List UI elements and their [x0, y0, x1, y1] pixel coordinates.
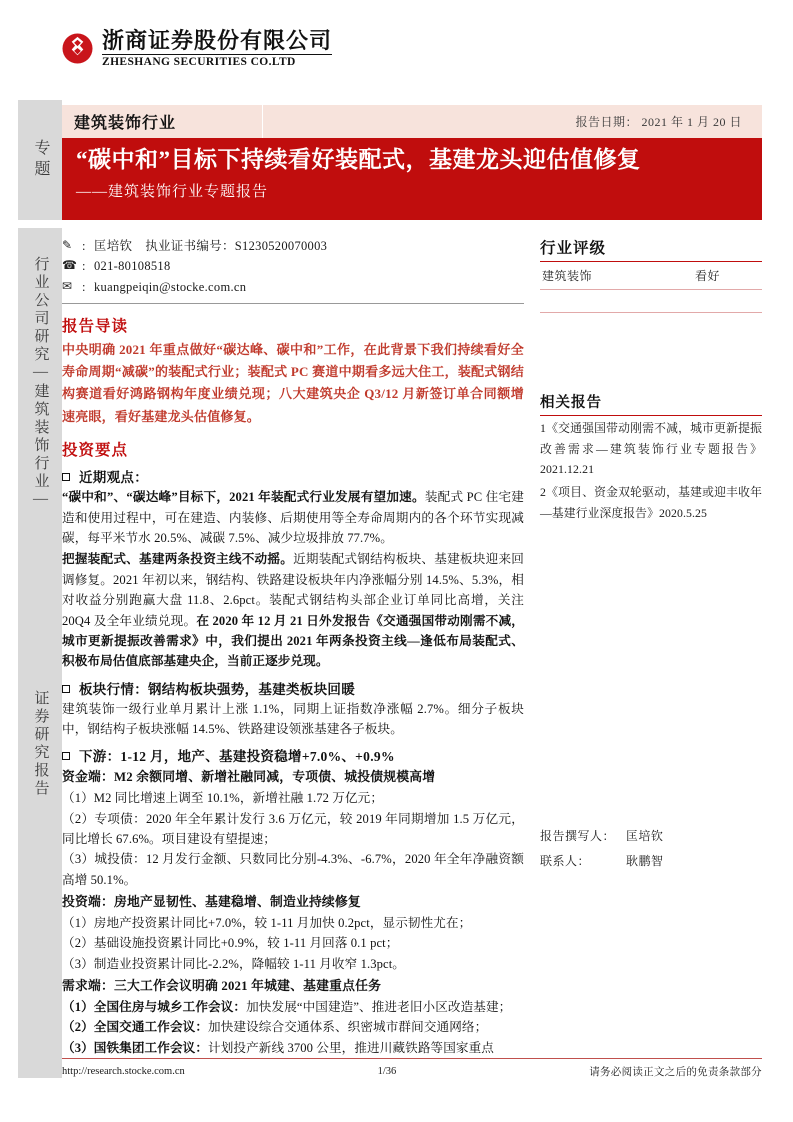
- numbered-item: （3）城投债：12 月发行金额、只数同比分别-4.3%、-6.7%，2020 年全年净融资额高增 50.1%。: [62, 852, 524, 887]
- numbered-item: （1）房地产投资累计同比+7.0%，较 1-11 月加快 0.2pct，显示韧性尤在；: [62, 915, 472, 930]
- analyst-contact-block: [62, 236, 524, 304]
- rail-doctype-label: 证券研究报告: [32, 690, 49, 798]
- pencil-icon: ✎: [62, 238, 73, 252]
- paragraph-text: 近期装配式钢结构板块、基建板块迎来回调修复。2021 年初以来，钢结构、铁路建设板块年内净涨幅分别 14.5%、5.3%，相对收益分别跑赢大盘 11.8、2.6pct。装配式钢结构头部企业订单同比高增，关注 20Q4 及全年业绩兑现。: [62, 552, 524, 628]
- page-number: 1/36: [377, 1066, 397, 1077]
- report-writer-value: 匡培钦: [626, 829, 664, 843]
- rail-series-block: [18, 228, 62, 1078]
- rail-topic-block: [18, 100, 62, 220]
- numbered-item: （1）M2 同比增速上调至 10.1%，新增社融 1.72 万亿元；: [62, 791, 384, 806]
- item-text: 加快发展“中国建造”、推进老旧小区改造基建；: [246, 999, 512, 1014]
- paragraph-text: 装配式 PC 住宅建造和使用过程中，可在建造、内装修、后期使用等全寿命周期内的各个环节实现减碳，每平米节水 20.5%、减碳 7.5%、减少垃圾排放 77.7%。: [62, 490, 524, 545]
- highlight-bullet-downstream: 下游：1-12 月，地产、基建投资稳增+7.0%、+0.9%: [62, 745, 524, 765]
- analyst-phone-row: [62, 256, 524, 276]
- investment-highlights-heading: 投资要点: [62, 442, 129, 460]
- highlight-paragraph: 建筑装饰一级行业单月累计上涨 1.1%，同期上证指数净涨幅 2.7%。细分子板块中，钢结构子板块涨幅 14.5%、铁路建设领涨基建各子板块。: [62, 701, 524, 737]
- bullet-square-icon: [62, 473, 70, 481]
- rating-industry-name: 建筑装饰: [542, 269, 593, 283]
- company-name-en: ZHESHANG SECURITIES CO.LTD: [102, 54, 332, 69]
- report-writer-row: [540, 824, 762, 849]
- contact-divider: [62, 303, 524, 304]
- numbered-item: （3）制造业投资累计同比-2.2%，降幅较 1-11 月收窄 1.3pct。: [62, 956, 405, 971]
- numbered-item: （2）专项债：2020 年全年累计发行 3.6 万亿元，较 2019 年同期增加 1.5 万亿元，同比增长 67.6%。项目建设有望提速；: [62, 811, 524, 846]
- telephone-icon: ☎: [62, 258, 77, 273]
- numbered-item: [62, 997, 524, 1017]
- highlight-paragraph: [62, 487, 524, 548]
- numbered-item: （2）基础设施投资累计同比+0.9%，较 1-11 月回落 0.1 pct；: [62, 936, 399, 951]
- envelope-icon: ✉: [62, 278, 73, 293]
- colon-separator: :: [82, 239, 86, 253]
- paragraph-bold-tail: 在 2020 年 12 月 21 日外发报告《交通强国带动刚需不减，城市更新提振改善需求》中，我们提出 2021 年两条投资主线—逢低布局装配式、积极布局估值底部基建央企，当前正逐步兑现。: [62, 613, 525, 669]
- company-name-cn: 浙商证券股份有限公司: [102, 28, 333, 53]
- title-banner: [62, 138, 762, 220]
- author-panel: [540, 824, 762, 874]
- item-bold-lead: （1）全国住房与城乡工作会议：: [62, 999, 247, 1014]
- footer-disclaimer: 请务必阅读正文之后的免责条款部分: [589, 1067, 762, 1078]
- report-guide-body: 中央明确 2021 年重点做好“碳达峰、碳中和”工作，在此背景下我们持续看好全寿命周期“减碳”的装配式行业；装配式 PC 赛道中期看多远大住工，装配式钢结构赛道看好鸿路钢构年度业绩兑现；八大建筑央企 Q3/12 月新签订单合同额增速亮眼，看好基建龙头估值修复。: [62, 341, 524, 424]
- zheshang-logo-icon: [62, 33, 93, 64]
- rail-topic-label: 专题: [32, 139, 49, 181]
- numbered-item: [62, 1017, 524, 1037]
- status-badge: 看好: [694, 269, 720, 283]
- rail-series-label: 行业公司研究—建筑装饰行业—: [32, 256, 49, 510]
- related-reports-title: 相关报告: [540, 395, 602, 411]
- related-reports-panel: [540, 391, 762, 523]
- contact-person-value: 耿鹏智: [626, 854, 664, 869]
- highlight-bullet-recent-view: 近期观点：: [62, 466, 524, 486]
- report-writer-label: 报告撰写人：: [540, 829, 616, 843]
- analyst-email[interactable]: kuangpeiqin@stocke.com.cn: [94, 279, 247, 294]
- contact-person-row: [540, 849, 762, 874]
- industry-rating-title: 行业评级: [540, 240, 607, 257]
- highlight-bullet-sector-performance: 板块行情：钢结构板块强势，基建类板块回暖: [62, 678, 524, 698]
- item-text: 加快建设综合交通体系、织密城市群间交通网络；: [208, 1020, 488, 1035]
- bullet-square-icon: [62, 752, 70, 760]
- related-reports-rule: [540, 415, 762, 416]
- item-bold-lead: （3）国铁集团工作会议：: [62, 1040, 209, 1055]
- report-date: 报告日期： 2021 年 1 月 20 日: [575, 115, 742, 129]
- item-text: 计划投产新线 3700 公里，推进川藏铁路等国家重点: [208, 1040, 494, 1055]
- industry-rating-panel: [540, 236, 762, 313]
- colon-separator: :: [82, 259, 86, 274]
- footer-url[interactable]: http://research.stocke.com.cn: [62, 1066, 185, 1077]
- industry-bar-divider: [262, 105, 263, 138]
- page-title: “碳中和”目标下持续看好装配式，基建龙头迎估值修复: [76, 147, 641, 172]
- paragraph-bold-lead: 把握装配式、基建两条投资主线不动摇。: [62, 552, 294, 567]
- item-bold-lead: （2）全国交通工作会议：: [62, 1020, 209, 1035]
- analyst-phone: 021-80108518: [94, 259, 171, 274]
- analyst-name-and-license: 匡培钦 执业证书编号：S1230520070003: [94, 239, 328, 253]
- analyst-name-row: [62, 236, 524, 256]
- main-column: [62, 236, 524, 1058]
- left-vertical-rail: [18, 0, 62, 1122]
- page-subtitle: ——建筑装饰行业专题报告: [76, 183, 269, 200]
- highlight-paragraph: [62, 549, 524, 671]
- related-report-item[interactable]: 1《交通强国带动刚需不减，城市更新提振改善需求—建筑装饰行业专题报告》2021.12.21: [540, 421, 762, 477]
- subsection-investment-head: 投资端：房地产显韧性、基建稳增、制造业持续修复: [62, 895, 361, 910]
- colon-separator: :: [82, 279, 86, 294]
- related-report-item[interactable]: 2《项目、资金双轮驱动，基建或迎丰收年—基建行业深度报告》2020.5.25: [540, 484, 762, 520]
- page-footer: [62, 1058, 762, 1079]
- paragraph-bold-lead: “碳中和”、“碳达峰”目标下，2021 年装配式行业发展有望加速。: [62, 490, 425, 505]
- rating-blank-row: [540, 290, 762, 312]
- analyst-email-row: [62, 277, 524, 297]
- subsection-funding-head: 资金端：M2 余额同增、新增社融同减，专项债、城投债规模高增: [62, 770, 436, 785]
- side-spacer: [540, 313, 762, 391]
- brand-header: [62, 28, 762, 98]
- report-guide-heading: 报告导读: [62, 317, 129, 335]
- side-column: [540, 236, 762, 523]
- numbered-item: [62, 1038, 524, 1058]
- contact-person-label: 联系人：: [540, 854, 591, 869]
- rating-row: [540, 262, 762, 289]
- subsection-demand-head: 需求端：三大工作会议明确 2021 年城建、基建重点任务: [62, 979, 382, 994]
- industry-name: 建筑装饰行业: [74, 115, 177, 132]
- bullet-square-icon: [62, 685, 70, 693]
- body-columns: [62, 236, 762, 1055]
- industry-bar: [62, 105, 762, 138]
